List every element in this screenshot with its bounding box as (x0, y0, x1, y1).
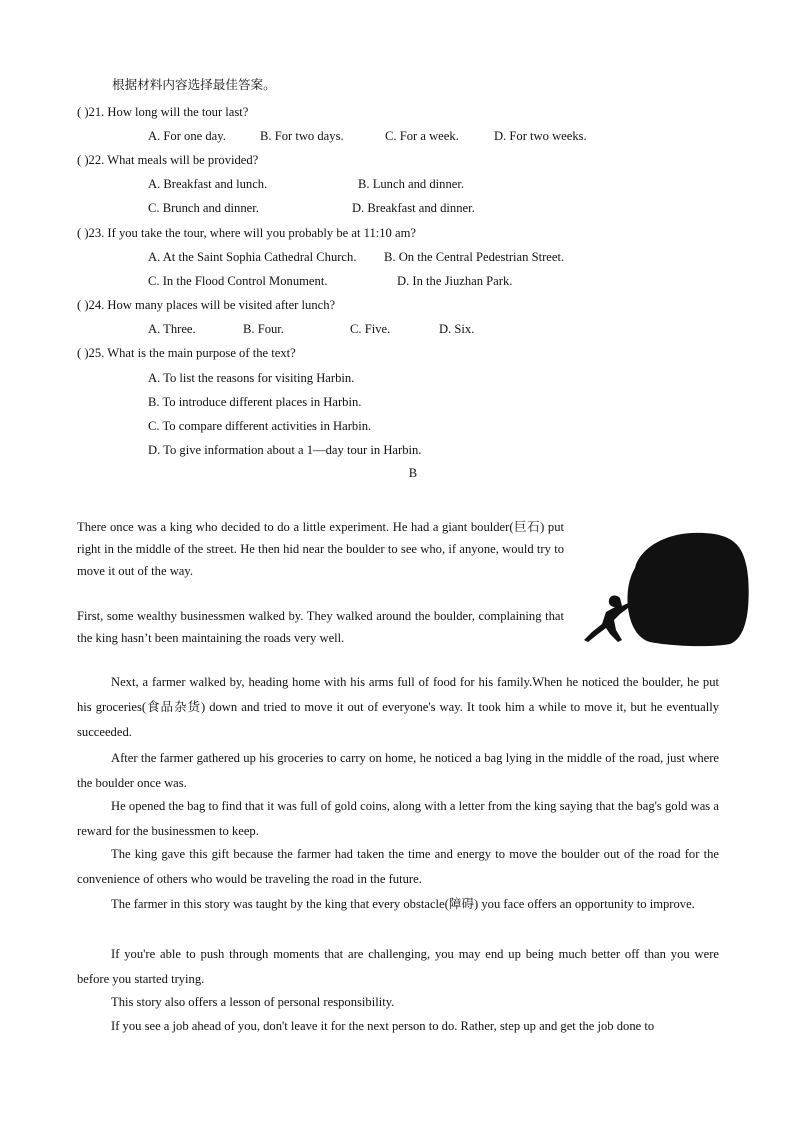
passage-paragraph-4 (77, 746, 719, 796)
q25-option-a: A. To list the reasons for visiting Harbin. (148, 371, 355, 385)
instruction: 根据材料内容选择最佳答案。 (112, 78, 276, 92)
passage-paragraph-3-text: Next, a farmer walked by, heading home with his arms full of food for his family.When he noticed the boulder, he put his groceries(食品杂货) down and tried to move it out of everyone's way. It took him a while to move it, but he eventually succeeded. (77, 675, 719, 739)
question-22: ( )22. What meals will be provided? (77, 153, 259, 167)
passage-paragraph-7 (77, 892, 719, 917)
q21-option-c: C. For a week. (385, 129, 459, 143)
question-24: ( )24. How many places will be visited after lunch? (77, 298, 336, 312)
question-25: ( )25. What is the main purpose of the text? (77, 346, 296, 360)
q21-option-a: A. For one day. (148, 129, 226, 143)
passage-paragraph-2 (77, 605, 564, 649)
passage-paragraph-10-text: If you see a job ahead of you, don't leave it for the next person to do. Rather, step up and get the job done to (111, 1019, 655, 1033)
man-silhouette (584, 596, 632, 642)
q22-option-c: C. Brunch and dinner. (148, 201, 259, 215)
question-21: ( )21. How long will the tour last? (77, 105, 249, 119)
passage-paragraph-5 (77, 794, 719, 844)
question-23: ( )23. If you take the tour, where will you probably be at 11:10 am? (77, 226, 416, 240)
q23-option-d: D. In the Jiuzhan Park. (397, 274, 513, 288)
passage-paragraph-9-text: This story also offers a lesson of personal responsibility. (111, 995, 395, 1009)
passage-paragraph-1-text: There once was a king who decided to do a little experiment. He had a giant boulder(巨石) put right in the middle of the street. He then hid near the boulder to see who, if anyone, would try to move it out of the way. (77, 520, 564, 578)
q25-option-d: D. To give information about a 1—day tour in Harbin. (148, 443, 422, 457)
passage-paragraph-3 (77, 670, 719, 745)
boulder-figure (580, 528, 752, 648)
q25-option-b: B. To introduce different places in Harbin. (148, 395, 362, 409)
passage-paragraph-7-text: The farmer in this story was taught by the king that every obstacle(障碍) you face offers an opportunity to improve. (111, 897, 695, 911)
passage-paragraph-1 (77, 516, 564, 582)
q24-option-d: D. Six. (439, 322, 475, 336)
q21-option-b: B. For two days. (260, 129, 344, 143)
section-label: B (408, 466, 418, 480)
q22-option-d: D. Breakfast and dinner. (352, 201, 475, 215)
passage-paragraph-9 (77, 990, 719, 1015)
q22-option-b: B. Lunch and dinner. (358, 177, 464, 191)
passage-paragraph-6-text: The king gave this gift because the farmer had taken the time and energy to move the boulder out of the road for the convenience of others who would be traveling the road in the future. (77, 847, 719, 886)
passage-paragraph-6 (77, 842, 719, 892)
q23-option-b: B. On the Central Pedestrian Street. (384, 250, 565, 264)
q24-option-a: A. Three. (148, 322, 196, 336)
passage-paragraph-4-text: After the farmer gathered up his groceries to carry on home, he noticed a bag lying in the middle of the road, just where the boulder once was. (77, 751, 719, 790)
q23-option-a: A. At the Saint Sophia Cathedral Church. (148, 250, 357, 264)
q25-option-c: C. To compare different activities in Harbin. (148, 419, 372, 433)
q23-option-c: C. In the Flood Control Monument. (148, 274, 328, 288)
q24-option-b: B. Four. (243, 322, 284, 336)
q22-option-a: A. Breakfast and lunch. (148, 177, 268, 191)
passage-paragraph-5-text: He opened the bag to find that it was full of gold coins, along with a letter from the king saying that the bag's gold was a reward for the businessmen to keep. (77, 799, 719, 838)
boulder-shape (627, 533, 748, 646)
passage-paragraph-8 (77, 942, 719, 992)
passage-paragraph-2-text: First, some wealthy businessmen walked by. They walked around the boulder, complaining that the king hasn’t been maintaining the roads very well. (77, 609, 564, 645)
q21-option-d: D. For two weeks. (494, 129, 587, 143)
passage-paragraph-8-text: If you're able to push through moments that are challenging, you may end up being much better off than you were before you started trying. (77, 947, 719, 986)
q24-option-c: C. Five. (350, 322, 391, 336)
passage-paragraph-10 (77, 1014, 719, 1039)
